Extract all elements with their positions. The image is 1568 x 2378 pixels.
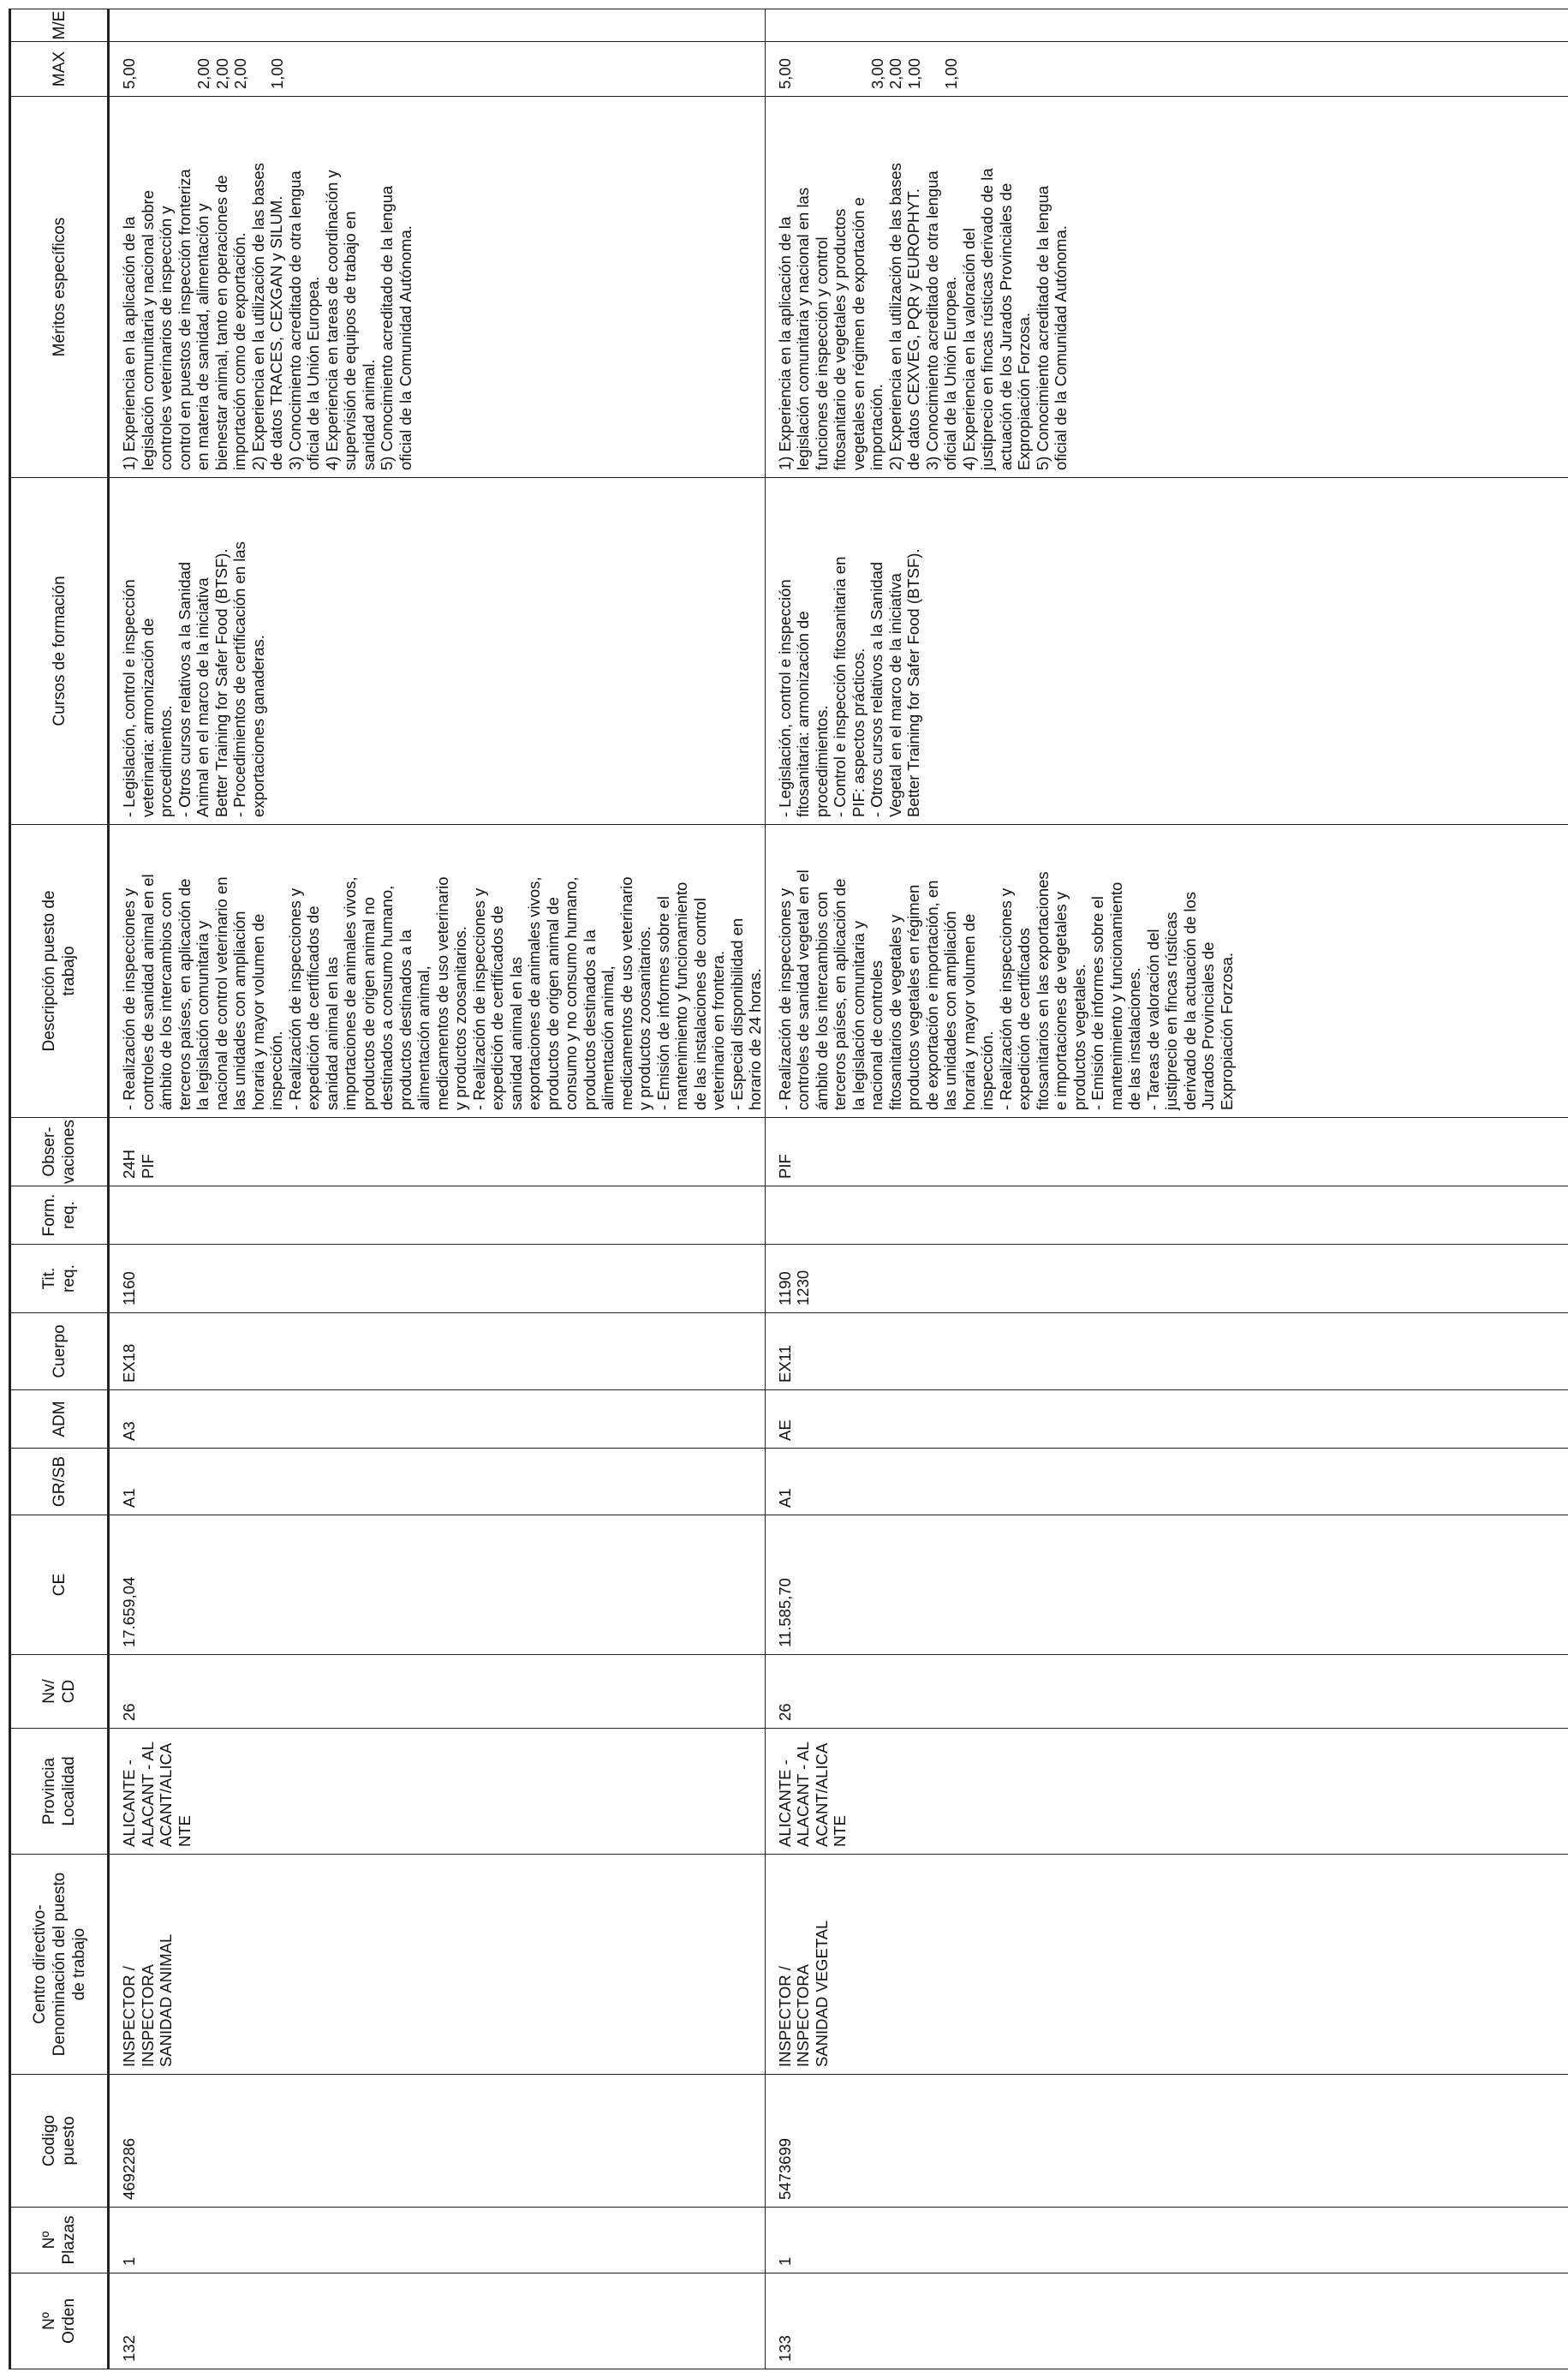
header-formacion: Form. req.: [10, 1186, 109, 1245]
header-observaciones: Obser- vaciones: [10, 1118, 109, 1186]
max-values: 2,00 2,00 2,00 1,00: [194, 57, 286, 89]
cell-titulacion: 1160: [109, 1245, 766, 1313]
max-total: 5,00: [775, 57, 794, 89]
cell-grupo: A1: [765, 1449, 1568, 1515]
cell-observaciones: PIF: [765, 1118, 1568, 1186]
cell-meritos: 1) Experiencia en la aplicación de la legislación comunitaria y nacional en las funciones de inspección y control fitosanitario de vegetales y productos vegetales en régimen de exportación e importación. 2) Experiencia en la utilización de las bases de datos CEXVEG, PQR y EUROPHYT. 3) Conocimiento acreditado de otra lengua oficial de la Unión Europea. 4) Experiencia en la valoración del justiprecio en fincas rústicas derivado de la actuación de los Jurados Provinciales de Expropiación Forzosa. 5) Conocimiento acreditado de la lengua oficial de la Comunidad Autónoma.: [765, 97, 1568, 478]
table-row: [765, 9, 1568, 2369]
header-provincia: Provincia Localidad: [10, 1729, 109, 1855]
header-plazas: Nº Plazas: [10, 2208, 109, 2273]
cell-codigo: 5473699: [765, 2075, 1568, 2208]
cell-provincia: ALICANTE - ALACANT - AL ACANT/ALICA NTE: [765, 1729, 1568, 1855]
header-titulacion: Tit. req.: [10, 1245, 109, 1313]
cell-nivel: 26: [109, 1655, 766, 1729]
cell-orden: 133: [765, 2273, 1568, 2369]
cell-orden: 132: [109, 2273, 766, 2369]
cell-centro: INSPECTOR / INSPECTORA SANIDAD VEGETAL: [765, 1855, 1568, 2075]
header-ce: CE: [10, 1515, 109, 1655]
cell-me: [765, 9, 1568, 42]
header-codigo: Codigo puesto: [10, 2075, 109, 2208]
cell-me: [109, 9, 766, 42]
max-values: 3,00 2,00 1,00 1,00: [867, 57, 960, 89]
cell-observaciones: 24H PIF: [109, 1118, 766, 1186]
cell-formacion: [109, 1186, 766, 1245]
cell-cuerpo: EX18: [109, 1313, 766, 1390]
cell-titulacion: 1190 1230: [765, 1245, 1568, 1313]
cell-ce: 11.585,70: [765, 1515, 1568, 1655]
job-positions-table: [9, 9, 1568, 2369]
cell-formacion: [765, 1186, 1568, 1245]
cell-descripcion: - Realización de inspecciones y controles de sanidad vegetal en el ámbito de los intercambios con terceros países, en aplicación de la legislación comunitaria y nacional de controles fitosanitarios de vegetales y productos vegetales en régimen de exportación e importación, en las unidades con ampliación horaria y mayor volumen de inspección. - Realización de inspecciones y expedición de certificados fitosanitarios en las exportaciones e importaciones de vegetales y productos vegetales. - Emisión de informes sobre el mantenimiento y funcionamiento de las instalaciones. - Tareas de valoración del justiprecio en fincas rústicas derivado de la actuación de los Jurados Provinciales de Expropiación Forzosa.: [765, 825, 1568, 1118]
cell-centro: INSPECTOR / INSPECTORA SANIDAD ANIMAL: [109, 1855, 766, 2075]
cell-nivel: 26: [765, 1655, 1568, 1729]
cell-max: [109, 42, 766, 97]
cell-ce: 17.659,04: [109, 1515, 766, 1655]
cell-cuerpo: EX11: [765, 1313, 1568, 1390]
cell-adm: A3: [109, 1390, 766, 1449]
header-max: MAX: [10, 42, 109, 97]
header-meritos: Méritos específicos: [10, 97, 109, 478]
cell-provincia: ALICANTE - ALACANT - AL ACANT/ALICA NTE: [109, 1729, 766, 1855]
cell-codigo: 4692286: [109, 2075, 766, 2208]
max-total: 5,00: [120, 57, 138, 89]
cell-max: [765, 42, 1568, 97]
header-descripcion: Descripción puesto de trabajo: [10, 825, 109, 1118]
cell-plazas: 1: [109, 2208, 766, 2273]
header-adm: ADM: [10, 1390, 109, 1449]
header-orden: Nº Orden: [10, 2273, 109, 2369]
header-row: [10, 9, 109, 2369]
cell-cursos: - Legislación, control e inspección fitosanitaria: armonización de procedimientos. - Control e inspección fitosanitaria en PIF: aspectos prácticos. - Otros cursos relativos a la Sanidad Vegetal en el marco de la iniciativa Better Training for Safer Food (BTSF).: [765, 478, 1568, 825]
cell-plazas: 1: [765, 2208, 1568, 2273]
table-row: [109, 9, 766, 2369]
cell-meritos: 1) Experiencia en la aplicación de la legislación comunitaria y nacional sobre controles veterinarios de inspección y control en puestos de inspección fronteriza en materia de sanidad, alimentación y bienestar animal, tanto en operaciones de importación como de exportación. 2) Experiencia en la utilización de las bases de datos TRACES, CEXGAN y SILUM. 3) Conocimiento acreditado de otra lengua oficial de la Unión Europea. 4) Experiencia en tareas de coordinación y supervisión de equipos de trabajo en sanidad animal. 5) Conocimiento acreditado de la lengua oficial de la Comunidad Autónoma.: [109, 97, 766, 478]
header-cuerpo: Cuerpo: [10, 1313, 109, 1390]
header-grupo: GR/SB: [10, 1449, 109, 1515]
header-nivel: Nv/ CD: [10, 1655, 109, 1729]
cell-descripcion: - Realización de inspecciones y controles de sanidad animal en el ámbito de los intercambios con terceros países, en aplicación de la legislación comunitaria y nacional de control veterinario en las unidades con ampliación horaria y mayor volumen de inspección. - Realización de inspecciones y expedición de certificados de sanidad animal en las importaciones de animales vivos, productos de origen animal no destinados a consumo humano, productos destinados a la alimentación animal, medicamentos de uso veterinario y productos zoosanitarios. - Realización de inspecciones y expedición de certificados de sanidad animal en las exportaciones de animales vivos, productos de origen animal de consumo y no consumo humano, productos destinados a la alimentación animal, medicamentos de uso veterinario y productos zoosanitarios. - Emisión de informes sobre el mantenimiento y funcionamiento de las instalaciones de control veterinario en frontera. - Especial disponibilidad en horario de 24 horas.: [109, 825, 766, 1118]
header-cursos: Cursos de formación: [10, 478, 109, 825]
header-me: M/E: [10, 9, 109, 42]
cell-cursos: - Legislación, control e inspección veterinaria: armonización de procedimientos. - Otros cursos relativos a la Sanidad Animal en el marco de la iniciativa Better Training for Safer Food (BTSF). - Procedimientos de certificación en las exportaciones ganaderas.: [109, 478, 766, 825]
header-centro: Centro directivo- Denominación del puesto de trabajo: [10, 1855, 109, 2075]
cell-adm: AE: [765, 1390, 1568, 1449]
cell-grupo: A1: [109, 1449, 766, 1515]
